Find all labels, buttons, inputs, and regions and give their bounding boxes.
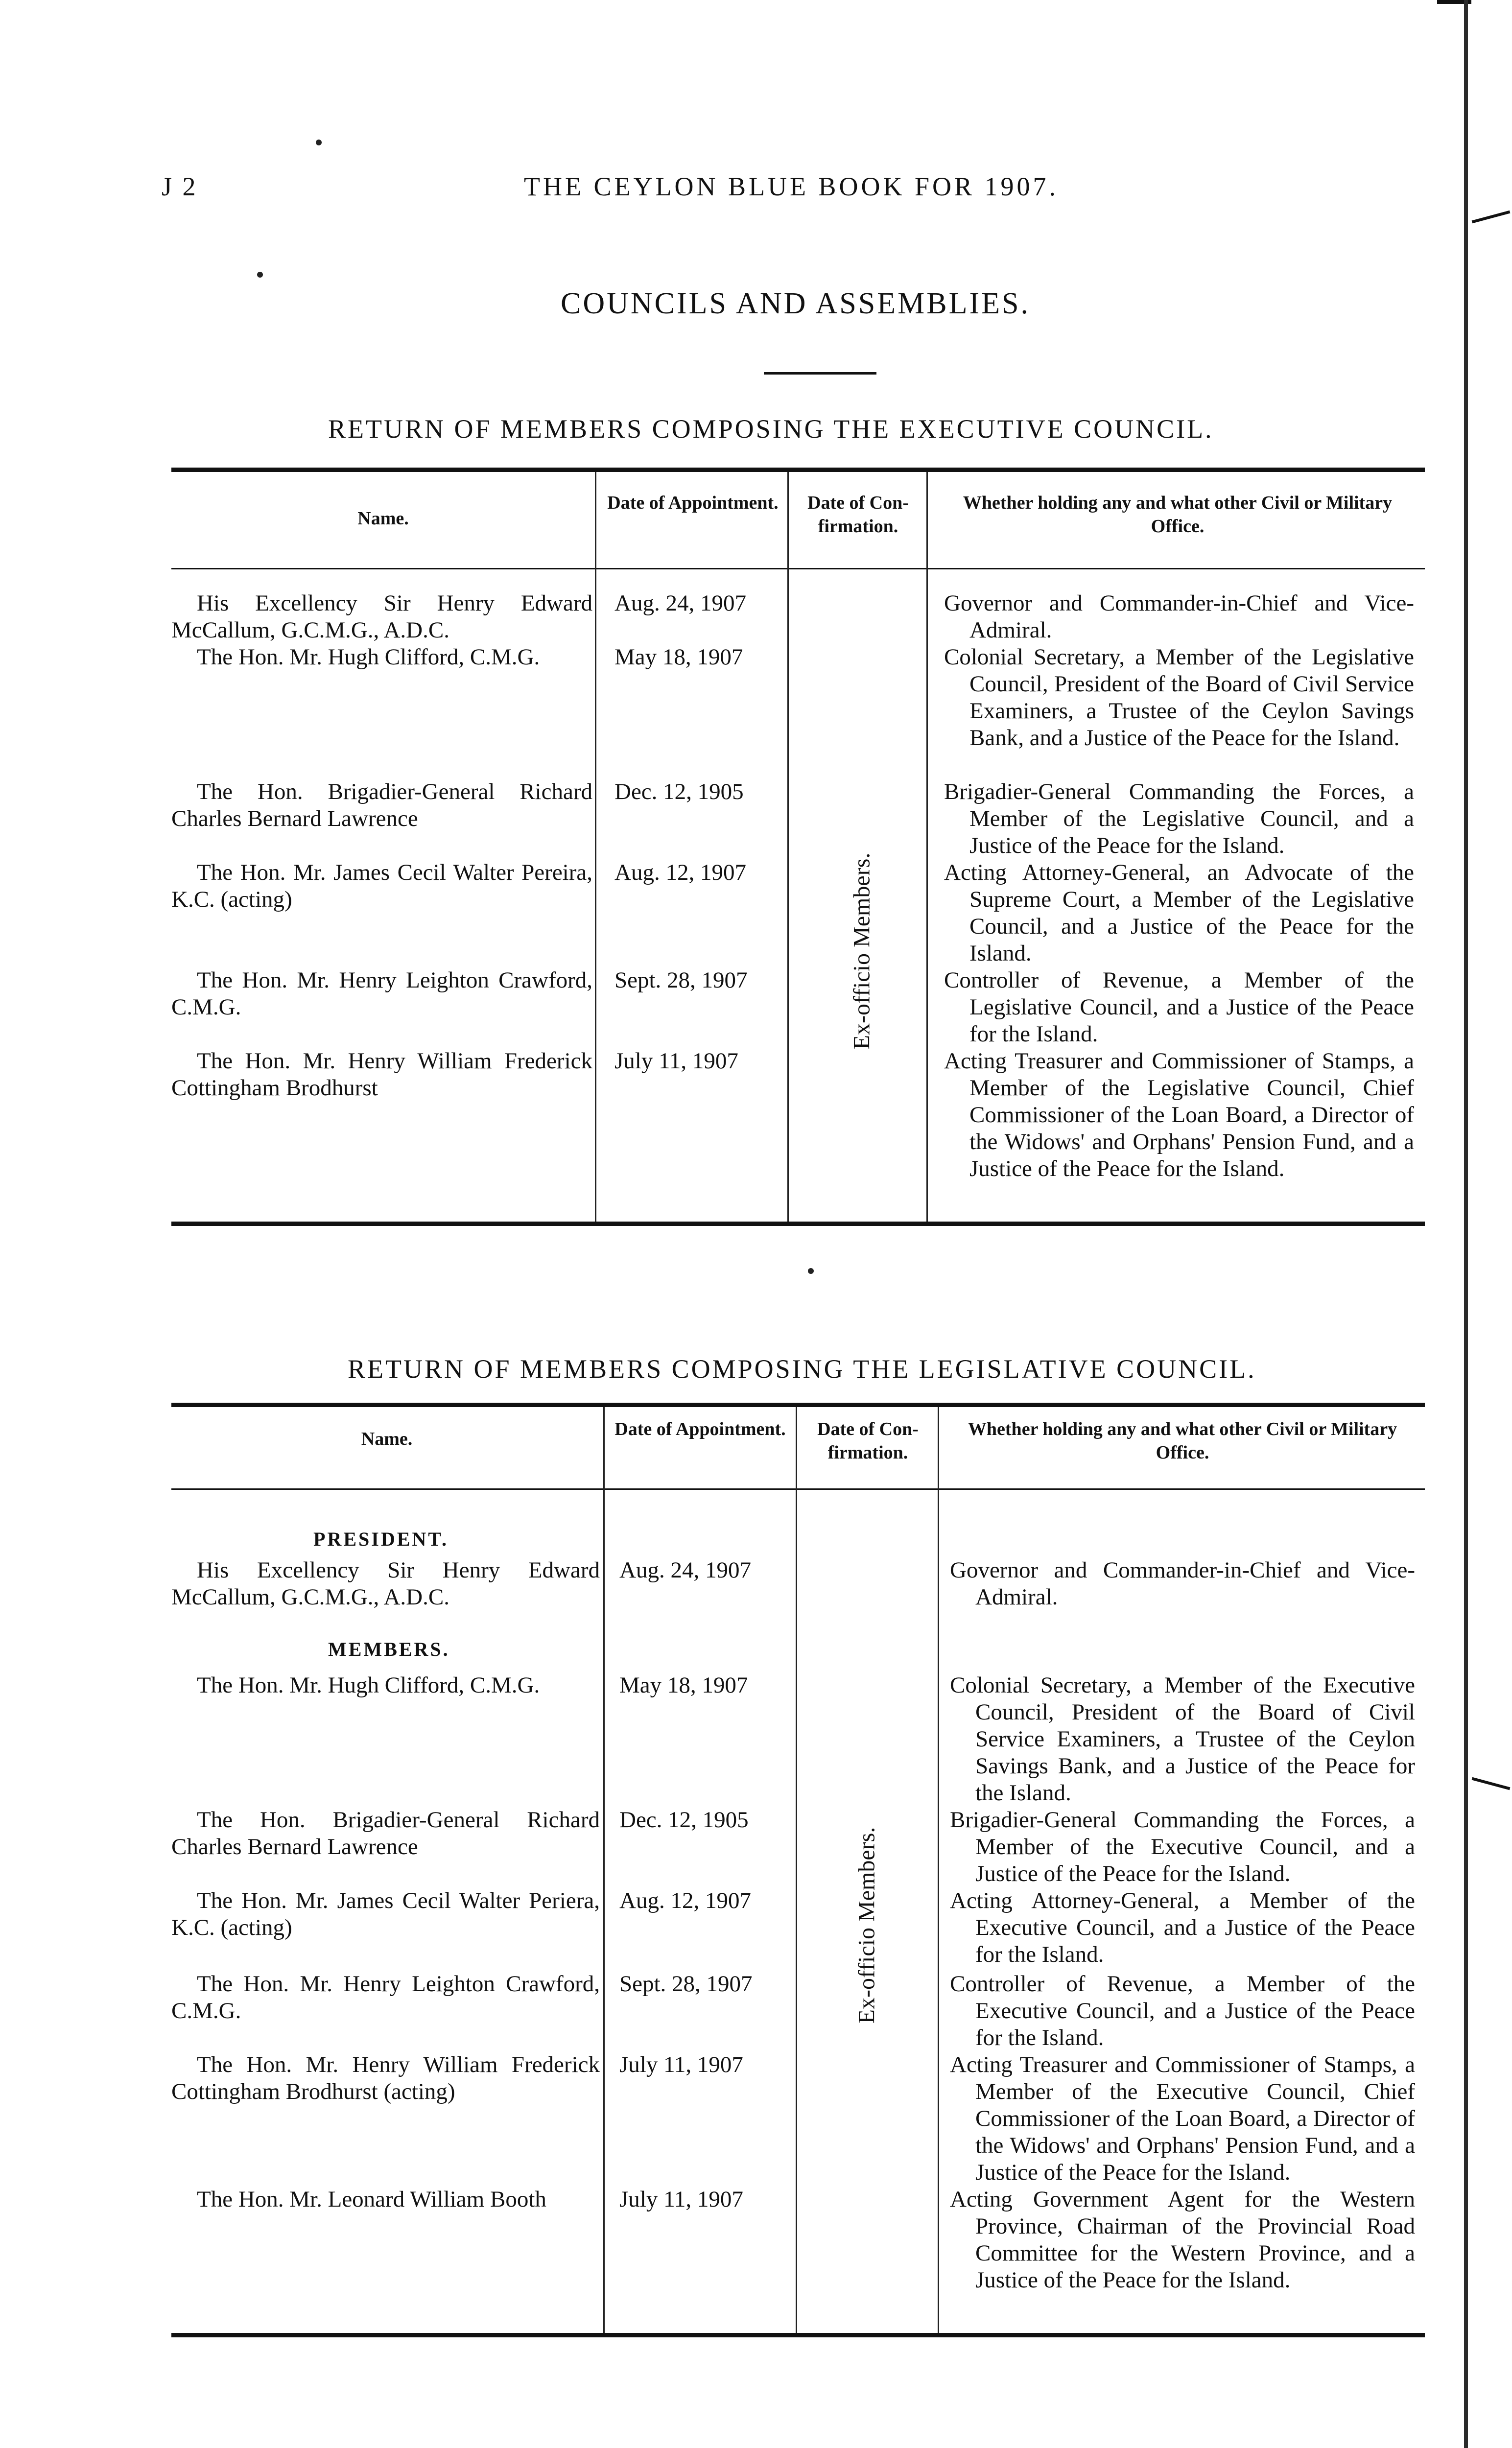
table-row-office: Governor and Commander-in-Chief and Vice-Admiral. [950, 1557, 1415, 1610]
table-row-date: July 11, 1907 [614, 1048, 738, 1074]
table-row-date: July 11, 1907 [619, 2052, 743, 2077]
president-label: PRESIDENT. [313, 1528, 449, 1550]
table-header-rule [171, 568, 1425, 569]
header-office: Whether holding any and what other Civil or Military Office. [968, 1419, 1397, 1463]
column-divider [796, 1407, 797, 2333]
table-row-name: The Hon. Mr. Leonard William Booth [197, 2187, 546, 2212]
table-row-date: Sept. 28, 1907 [619, 1971, 753, 1997]
table-row-office: Acting Treasurer and Commissioner of Stamps, a Member of the Legislative Council, Chief Commissioner of the Loan Board, a Director of the Widows' and Orphans' Pension Fund, and a Justice of the Peace for the Island. [944, 1048, 1414, 1181]
legislative-council-table [171, 1403, 1425, 2343]
column-divider [603, 1407, 605, 2333]
table-row-date: May 18, 1907 [619, 1672, 748, 1698]
table-row-name: The Hon. Brigadier-General Richard Charles Bernard Lawrence [171, 779, 592, 831]
speck [316, 140, 322, 145]
table-row-name: The Hon. Mr. Hugh Clifford, C.M.G. [197, 644, 540, 670]
table-bottom-rule [171, 2333, 1425, 2337]
table-row-name: The Hon. Mr. Henry Leighton Crawford, C.M.G. [171, 967, 592, 1020]
table-row-name: His Excellency Sir Henry Edward McCallum, G.C.M.G., A.D.C. [171, 590, 592, 643]
header-office: Whether holding any and what other Civil or Military Office. [963, 493, 1393, 537]
section-title: COUNCILS AND ASSEMBLIES. [561, 287, 1030, 320]
page-edge [1464, 0, 1468, 2448]
table-row-office: Brigadier-General Commanding the Forces, a Member of the Executive Council, and a Justice of the Peace for the Island. [950, 1807, 1415, 1886]
header-date-appointment: Date of Appointment. [614, 1419, 786, 1439]
header-date-appointment: Date of Appointment. [607, 493, 779, 513]
table-row-office: Colonial Secretary, a Member of the Legislative Council, President of the Board of Civil Service Examiners, a Trustee of the Ceylon Savings Bank, and a Justice of the Peace for the Island. [944, 644, 1414, 751]
executive-council-table [171, 468, 1425, 1231]
table-row-office: Colonial Secretary, a Member of the Executive Council, President of the Board of Civil Service Examiners, a Trustee of the Ceylon Savings Bank, and a Justice of the Peace for the Island. [950, 1672, 1415, 1806]
table-row-date: Aug. 24, 1907 [619, 1557, 751, 1583]
header-date-confirmation: Date of Con-firmation. [817, 1419, 919, 1463]
table-row-date: Aug. 12, 1907 [619, 1888, 751, 1913]
table-row-office: Controller of Revenue, a Member of the Executive Council, and a Justice of the Peace for the Island. [950, 1971, 1415, 2050]
table-row-office: Acting Treasurer and Commissioner of Stamps, a Member of the Executive Council, Chief Commissioner of the Loan Board, a Director of the Widows' and Orphans' Pension Fund, and a Justice of the Peace for the Island. [950, 2052, 1415, 2185]
table-top-rule [171, 468, 1425, 472]
ex-officio-label: Ex-officio Members. [849, 852, 875, 1050]
table-row-office: Acting Attorney-General, a Member of the Executive Council, and a Justice of the Peace for the Island. [950, 1888, 1415, 1967]
table-row-name: The Hon. Mr. Henry Leighton Crawford, C.M.G. [171, 1971, 600, 2024]
edge-mark [1472, 211, 1511, 224]
table-row-office: Controller of Revenue, a Member of the Legislative Council, and a Justice of the Peace for the Island. [944, 967, 1414, 1047]
running-head-title: THE CEYLON BLUE BOOK FOR 1907. [524, 172, 1059, 201]
edge-mark [1472, 1777, 1511, 1790]
table-row-name: The Hon. Mr. Henry William Frederick Cottingham Brodhurst [171, 1048, 592, 1101]
header-name: Name. [361, 1429, 413, 1449]
column-divider [595, 472, 596, 1222]
table-row-office: Acting Government Agent for the Western Province, Chairman of the Provincial Road Committee for the Western Province, and a Justice of the Peace for the Island. [950, 2187, 1415, 2293]
legislative-return-title: RETURN OF MEMBERS COMPOSING THE LEGISLATIVE COUNCIL. [348, 1354, 1256, 1384]
table-row-date: July 11, 1907 [619, 2187, 743, 2212]
table-row-office: Governor and Commander-in-Chief and Vice-Admiral. [944, 590, 1414, 643]
speck [808, 1268, 814, 1274]
page-folio: J 2 [162, 172, 198, 201]
table-row-name: The Hon. Mr. Henry William Frederick Cottingham Brodhurst (acting) [171, 2052, 600, 2104]
table-row-date: Dec. 12, 1905 [614, 779, 744, 804]
table-row-office: Brigadier-General Commanding the Forces, a Member of the Legislative Council, and a Justice of the Peace for the Island. [944, 779, 1414, 858]
table-row-name: The Hon. Mr. James Cecil Walter Pereira, K.C. (acting) [171, 860, 592, 912]
table-row-name: His Excellency Sir Henry Edward McCallum, G.C.M.G., A.D.C. [171, 1557, 600, 1610]
table-header-rule [171, 1488, 1425, 1490]
table-row-name: The Hon. Mr. James Cecil Walter Periera, K.C. (acting) [171, 1888, 600, 1940]
table-row-date: May 18, 1907 [614, 644, 743, 670]
table-bottom-rule [171, 1222, 1425, 1226]
executive-return-title: RETURN OF MEMBERS COMPOSING THE EXECUTIVE COUNCIL. [328, 414, 1214, 444]
header-date-confirmation: Date of Con-firmation. [807, 493, 909, 537]
table-row-date: Dec. 12, 1905 [619, 1807, 749, 1833]
table-row-name: The Hon. Mr. Hugh Clifford, C.M.G. [197, 1672, 540, 1698]
ex-officio-label: Ex-officio Members. [853, 1827, 880, 2024]
table-row-date: Aug. 24, 1907 [614, 590, 746, 616]
table-top-rule [171, 1403, 1425, 1407]
column-divider [926, 472, 928, 1222]
members-label: MEMBERS. [328, 1638, 450, 1660]
table-row-office: Acting Attorney-General, an Advocate of the Supreme Court, a Member of the Legislative Council, and a Justice of the Peace for the Island. [944, 860, 1414, 966]
table-row-date: Sept. 28, 1907 [614, 967, 748, 993]
header-name: Name. [357, 508, 409, 529]
speck [257, 272, 263, 278]
title-rule [764, 372, 876, 375]
table-row-name: The Hon. Brigadier-General Richard Charles Bernard Lawrence [171, 1807, 600, 1860]
column-divider [938, 1407, 939, 2333]
table-row-date: Aug. 12, 1907 [614, 860, 746, 885]
column-divider [787, 472, 789, 1222]
